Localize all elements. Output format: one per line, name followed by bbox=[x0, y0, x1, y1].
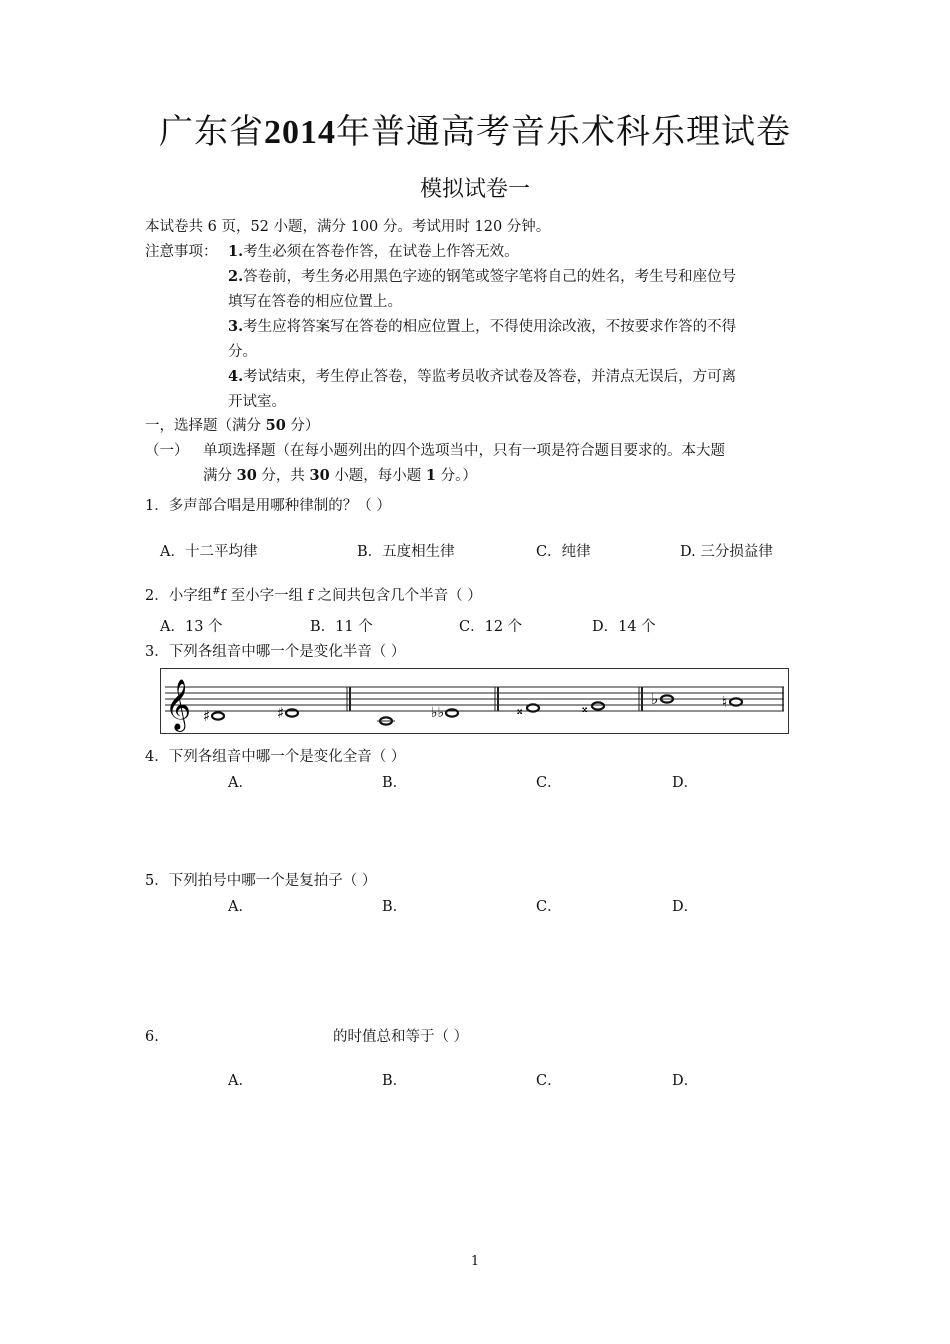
q2-option-d: D．14 个 bbox=[592, 619, 656, 635]
whole-note-icon bbox=[730, 698, 742, 705]
note-1: 1.考生必须在答卷作答，在试卷上作答无效。 bbox=[228, 243, 519, 260]
q4-option-a: A． bbox=[228, 775, 253, 791]
note-4-line-2: 开试室。 bbox=[228, 394, 286, 410]
question-3: 3．下列各组音中哪一个是变化半音（ ） bbox=[145, 644, 406, 660]
music-staff-figure bbox=[160, 668, 789, 734]
natural-icon: ♮ bbox=[722, 693, 728, 711]
q1-option-c: C．纯律 bbox=[536, 544, 591, 560]
q5-option-c: C． bbox=[536, 899, 562, 915]
double-sharp-icon: 𝄪 bbox=[582, 701, 588, 715]
sharp-icon: ♯ bbox=[277, 704, 285, 722]
title-prefix: 广东省 bbox=[159, 112, 264, 152]
q2-option-a: A．13 个 bbox=[160, 619, 223, 635]
whole-note-icon bbox=[527, 704, 539, 711]
subsection-label: （一） bbox=[145, 443, 189, 459]
whole-note-icon bbox=[446, 709, 458, 716]
title-year: 2014 bbox=[264, 114, 336, 151]
q4-option-b: B． bbox=[382, 775, 408, 791]
q6-option-a: A． bbox=[228, 1073, 253, 1089]
treble-clef-icon: 𝄞 bbox=[165, 679, 192, 730]
q1-option-a: A．十二平均律 bbox=[160, 544, 258, 560]
q1-option-d: D. 三分损益律 bbox=[680, 544, 773, 560]
q6-option-d: D． bbox=[672, 1073, 699, 1089]
subsection-line-1: 单项选择题（在每小题列出的四个选项当中，只有一项是符合题目要求的。本大题 bbox=[203, 443, 725, 459]
q5-option-a: A． bbox=[228, 899, 253, 915]
title-suffix: 年普通高考音乐术科乐理试卷 bbox=[336, 112, 791, 152]
whole-note-icon bbox=[286, 709, 298, 716]
double-flat-icon: ♭♭ bbox=[431, 705, 445, 721]
q6-option-c: C． bbox=[536, 1073, 562, 1089]
note-3-line-2: 分。 bbox=[228, 344, 257, 360]
q6-option-b: B． bbox=[382, 1073, 408, 1089]
question-6-number: 6. bbox=[145, 1029, 159, 1045]
whole-note-icon bbox=[592, 702, 604, 709]
flat-icon: ♭ bbox=[651, 690, 659, 708]
q5-option-b: B． bbox=[382, 899, 408, 915]
section-heading: 一，选择题（满分 50 分） bbox=[145, 417, 320, 434]
q4-option-d: D． bbox=[672, 775, 699, 791]
question-5: 5．下列拍号中哪一个是复拍子（ ） bbox=[145, 873, 377, 889]
double-sharp-icon: 𝄪 bbox=[517, 703, 523, 717]
sharp-sign: # bbox=[212, 586, 221, 597]
question-2: 2．小字组#f 至小字一组 f 之间共包含几个半音（ ） bbox=[145, 586, 482, 604]
subsection-line-2: 满分 30 分，共 30 小题，每小题 1 分。） bbox=[203, 467, 477, 484]
note-2-line-2: 填写在答卷的相应位置上。 bbox=[228, 294, 402, 310]
page-number: 1 bbox=[470, 1254, 480, 1269]
q2-option-b: B．11 个 bbox=[310, 619, 373, 635]
whole-note-icon bbox=[212, 712, 224, 719]
notes-label: 注意事项： bbox=[145, 244, 218, 260]
q4-option-c: C． bbox=[536, 775, 562, 791]
page-subtitle: 模拟试卷一 bbox=[419, 177, 530, 202]
question-1: 1．多声部合唱是用哪种律制的？（ ） bbox=[145, 498, 391, 514]
q5-option-d: D． bbox=[672, 899, 699, 915]
q2-option-c: C．12 个 bbox=[459, 619, 523, 635]
music-staff-svg bbox=[161, 669, 788, 733]
question-6: 的时值总和等于（ ） bbox=[333, 1029, 469, 1045]
note-4-line-1: 4.考试结束，考生停止答卷，等监考员收齐试卷及答卷，并清点无误后，方可离 bbox=[228, 368, 737, 385]
page-title bbox=[0, 104, 950, 153]
question-4: 4．下列各组音中哪一个是变化全音（ ） bbox=[145, 749, 406, 765]
note-3-line-1: 3.考生应将答案写在答卷的相应位置上，不得使用涂改液，不按要求作答的不得 bbox=[228, 318, 737, 335]
q1-option-b: B．五度相生律 bbox=[357, 544, 455, 560]
note-2-line-1: 2.答卷前，考生务必用黑色字迹的钢笔或签字笔将自己的姓名，考生号和座位号 bbox=[228, 268, 737, 285]
exam-intro: 本试卷共 6 页，52 小题，满分 100 分。考试用时 120 分钟。 bbox=[145, 219, 551, 235]
sharp-icon: ♯ bbox=[203, 707, 211, 725]
